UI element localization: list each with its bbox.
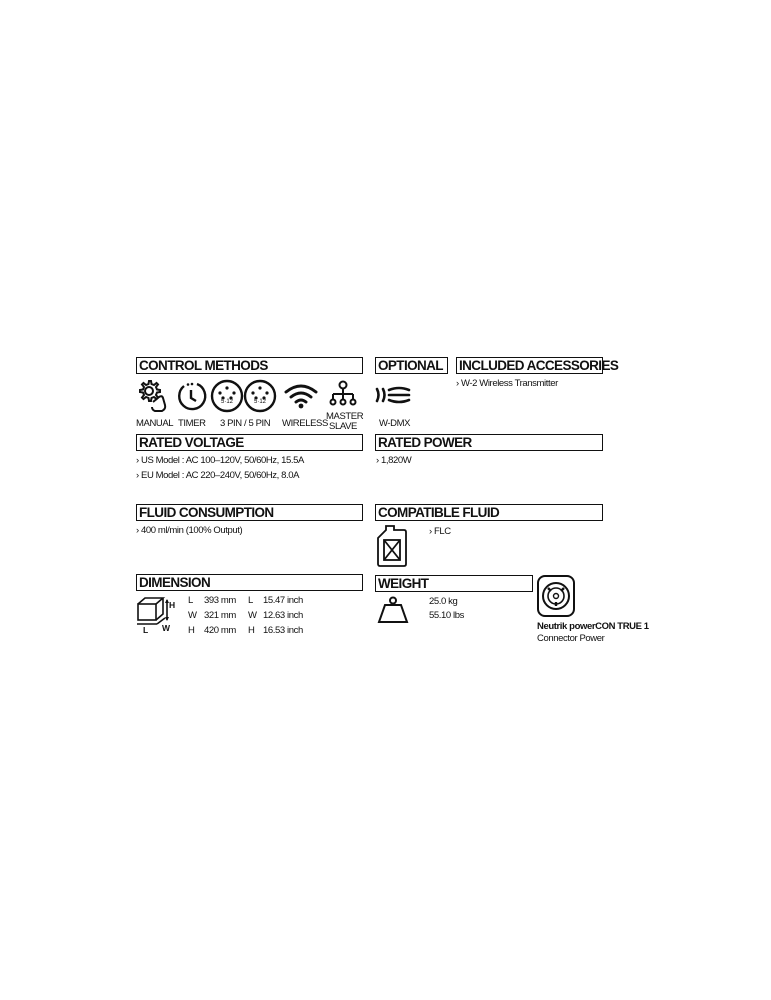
rated-voltage-header: RATED VOLTAGE	[136, 434, 363, 451]
voltage-eu: › EU Model : AC 220–240V, 50/60Hz, 8.0A	[136, 470, 300, 481]
voltage-us: › US Model : AC 100–120V, 50/60Hz, 15.5A	[136, 455, 304, 466]
master-slave-icon	[328, 380, 358, 410]
weight-header: WEIGHT	[375, 575, 533, 592]
dim-w-label: W	[162, 623, 171, 633]
weight-lbs: 55.10 lbs	[429, 610, 464, 621]
master-label: MASTER	[326, 411, 364, 422]
dim-value-inch: 16.53 inch	[263, 625, 303, 636]
box-dimension-icon	[134, 596, 178, 634]
weight-kg: 25.0 kg	[429, 596, 458, 607]
rated-power-header: RATED POWER	[375, 434, 603, 451]
dmx-5pin-icon	[243, 379, 277, 413]
powercon-connector-icon	[536, 574, 576, 618]
dim-value-mm: 420 mm	[204, 625, 236, 636]
dim-key: H	[248, 625, 255, 636]
connector-title: Neutrik powerCON TRUE 1	[537, 621, 649, 632]
wireless-label: WIRELESS	[282, 418, 328, 429]
dimension-header: DIMENSION	[136, 574, 363, 591]
wifi-icon	[283, 382, 319, 410]
slave-label: SLAVE	[329, 421, 357, 432]
fluid-jerrycan-icon	[376, 524, 408, 568]
dim-key: L	[248, 595, 253, 606]
timer-label: TIMER	[178, 418, 206, 429]
dmx-3pin-icon	[210, 379, 244, 413]
dim-value-mm: 393 mm	[204, 595, 236, 606]
w-dmx-icon	[375, 386, 411, 406]
dim-key: L	[188, 595, 193, 606]
dim-h-label: H	[169, 600, 176, 610]
pin-label: 3 PIN / 5 PIN	[220, 418, 271, 429]
fluid-type: › FLC	[429, 526, 451, 537]
timer-icon	[175, 380, 209, 414]
dim-value-inch: 12.63 inch	[263, 610, 303, 621]
power-value: › 1,820W	[376, 455, 412, 466]
manual-label: MANUAL	[136, 418, 174, 429]
dim-value-inch: 15.47 inch	[263, 595, 303, 606]
accessory-item: › W-2 Wireless Transmitter	[456, 378, 558, 389]
pin-badge: 5·12	[220, 399, 233, 405]
gear-hand-icon	[135, 378, 171, 414]
dim-key: H	[188, 625, 195, 636]
dim-key: W	[248, 610, 257, 621]
dim-l-label: L	[143, 625, 149, 635]
weight-icon	[377, 596, 409, 624]
fluid-consumption-header: FLUID CONSUMPTION	[136, 504, 363, 521]
fluid-consumption-value: › 400 ml/min (100% Output)	[136, 525, 243, 536]
pin-badge: 5·12	[253, 399, 266, 405]
compatible-fluid-header: COMPATIBLE FLUID	[375, 504, 603, 521]
connector-subtitle: Connector Power	[537, 633, 605, 644]
control-methods-header: CONTROL METHODS	[136, 357, 363, 374]
optional-header: OPTIONAL	[375, 357, 448, 374]
included-accessories-header: INCLUDED ACCESSORIES	[456, 357, 603, 374]
dim-value-mm: 321 mm	[204, 610, 236, 621]
w-dmx-label: W-DMX	[379, 418, 411, 429]
dim-key: W	[188, 610, 197, 621]
